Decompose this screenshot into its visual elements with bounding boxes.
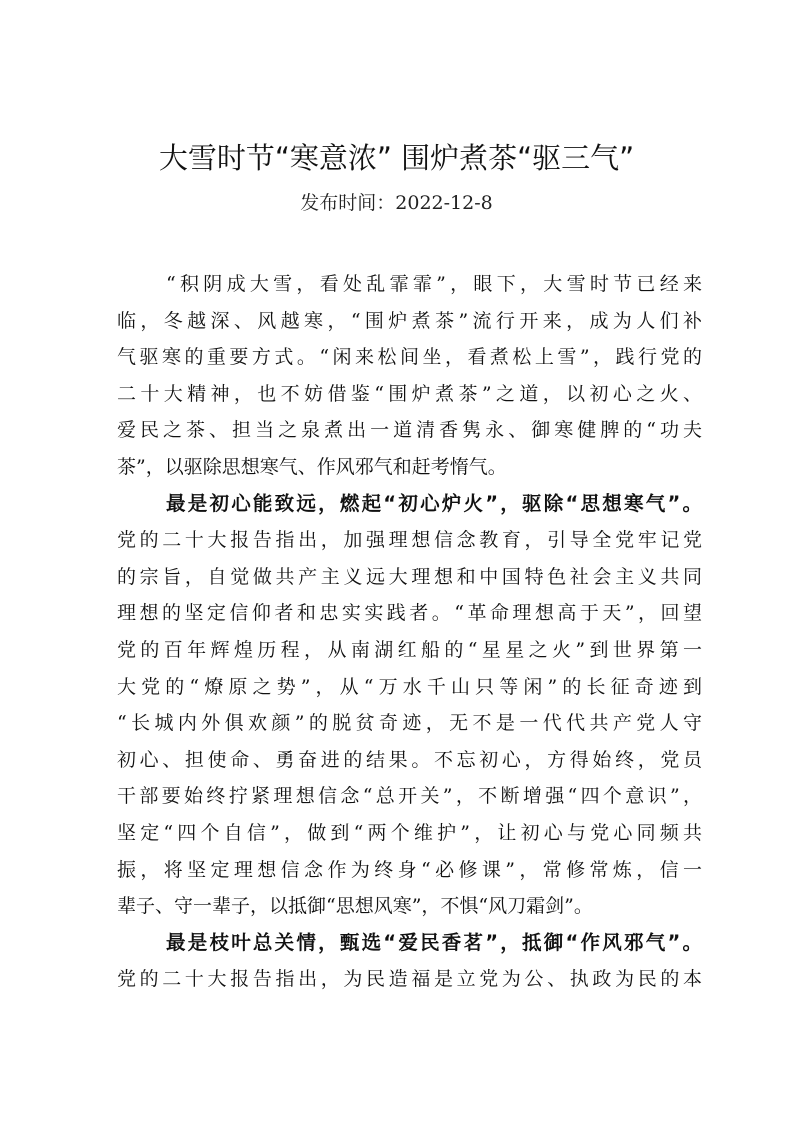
paragraph-line: 大党的“燎原之势”，从“万水千山只等闲”的长征奇迹到 [117,675,702,698]
paragraph-line: 理想的坚定信仰者和忠实实践者。“革命理想高于天”，回望 [117,602,702,625]
article-body [117,266,702,998]
paragraph-line: “积阴成大雪，看处乱霏霏”，眼下，大雪时节已经来 [166,273,702,295]
paragraph-line: 的宗旨，自觉做共产主义远大理想和中国特色社会主义共同 [117,565,702,588]
paragraph-line: “长城内外俱欢颜”的脱贫奇迹，无不是一代代共产党人守 [117,712,702,735]
section-heading-line: 最是枝叶总关情，甄选“爱民香茗”，抵御“作风邪气”。 [166,930,702,954]
paragraph-line: 党的百年辉煌历程，从南湖红船的“星星之火”到世界第一 [117,638,702,661]
paragraph-line: 初心、担使命、勇奋进的结果。不忘初心，方得始终，党员 [117,748,702,771]
paragraph-line: 党的二十大报告指出，为民造福是立党为公、执政为民的本 [117,968,702,991]
paragraph-line: 辈子、守一辈子，以抵御“思想风寒”，不惧“风刀霜剑”。 [117,895,593,918]
paragraph-line: 二十大精神，也不妨借鉴“围炉煮茶”之道，以初心之火、 [117,382,702,405]
paragraph-line: 振，将坚定理想信念作为终身“必修课”，常修常炼，信一 [117,858,702,881]
paragraph-line: 茶”，以驱除思想寒气、作风邪气和赶考惰气。 [117,455,507,478]
paragraph-line: 气驱寒的重要方式。“闲来松间坐，看煮松上雪”，践行党的 [117,346,702,369]
paragraph-line: 爱民之茶、担当之泉煮出一道清香隽永、御寒健脾的“功夫 [117,419,702,442]
paragraph-line: 临，冬越深、风越寒，“围炉煮茶”流行开来，成为人们补 [117,309,702,332]
paragraph-line: 党的二十大报告指出，加强理想信念教育，引导全党牢记党 [117,529,702,552]
publish-date: 发布时间：2022-12-8 [300,192,493,214]
article-title: 大雪时节“寒意浓” 围炉煮茶“驱三气” [158,141,635,175]
paragraph-line: 干部要始终拧紧理想信念“总开关”，不断增强“四个意识”， [117,785,702,808]
paragraph-line: 坚定“四个自信”，做到“两个维护”，让初心与党心同频共 [117,821,702,844]
section-heading-line: 最是初心能致远，燃起“初心炉火”，驱除“思想寒气”。 [166,491,702,515]
